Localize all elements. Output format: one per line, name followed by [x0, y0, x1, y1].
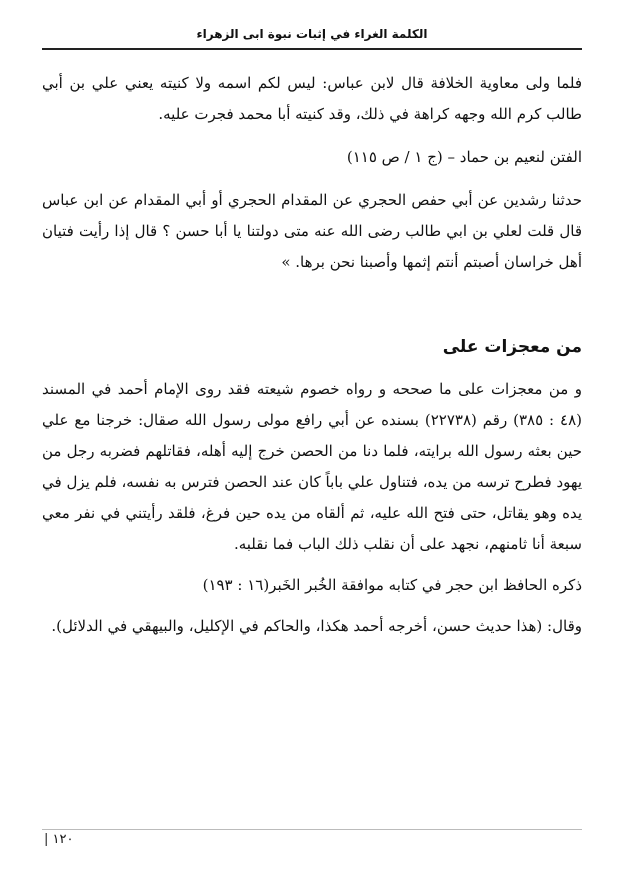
header-rule [42, 48, 582, 50]
paragraph-grading: وقال: (هذا حديث حسن، أخرجه أحمد هكذا، والحاكم في الإكليل، والبيهقي في الدلائل). [51, 617, 582, 635]
citation-ibn-hajar: ذكره الحافظ ابن حجر في كتابه موافقة الخُبر الخَبر(١٦ : ١٩٣) [202, 576, 582, 594]
page-body [42, 68, 582, 642]
running-header: الكلمة الغراء في إثبات نبوة ابى الزهراء [196, 27, 428, 41]
citation-al-fitan: الفتن لنعيم بن حماد – (ج ١ / ص ١١٥) [346, 148, 582, 166]
section-title: من معجزات على [442, 337, 582, 357]
footer-rule [42, 829, 582, 830]
paragraph-miracle-khaybar: و من معجزات على ما صححه و رواه خصوم شيعته فقد روى الإمام أحمد في المسند (٤٨ : ٣٨٥) رقم (٢٢٧٣٨) بسنده عن أبي رافع مولى رسول الله صقال: خرجنا مع علي حين بعثه رسول الله برايته، فلما دنا من الحصن خرج إليه أهله، فقاتلهم فضربه رجل من يهود فطرح ترسه من يده، فتناول علي باباً كان عند الحصن فترس به نفسه، فلم يزل في يده وهو يقاتل، حتى فتح الله عليه، ثم ألقاه من يده حين فرغ، فلقد رأيتني في نفر معي سبعة أنا ثامنهم، نجهد على أن نقلب ذلك الباب فما نقلبه. [42, 380, 583, 553]
page-number: ١٢٠ | [44, 832, 74, 847]
paragraph-muawiya: فلما ولى معاوية الخلافة قال لابن عباس: ليس لكم اسمه ولا كنيته يعني علي بن أبي طالب كرم الله وجهه كراهة في ذلك، وقد كنيته أبا محمد فجرت عليه. [42, 74, 582, 123]
paragraph-hadith-ibn-abbas: حدثنا رشدين عن أبي حفص الحجري عن المقدام الحجري أو أبي المقدام عن ابن عباس قال قلت لعلي بن ابي طالب رضى الله عنه متى دولتنا يا أبا حسن ؟ قال إذا رأيت فتيان أهل خراسان أصبتم أنتم إثمها وأصبنا نحن برها. » [42, 191, 582, 271]
